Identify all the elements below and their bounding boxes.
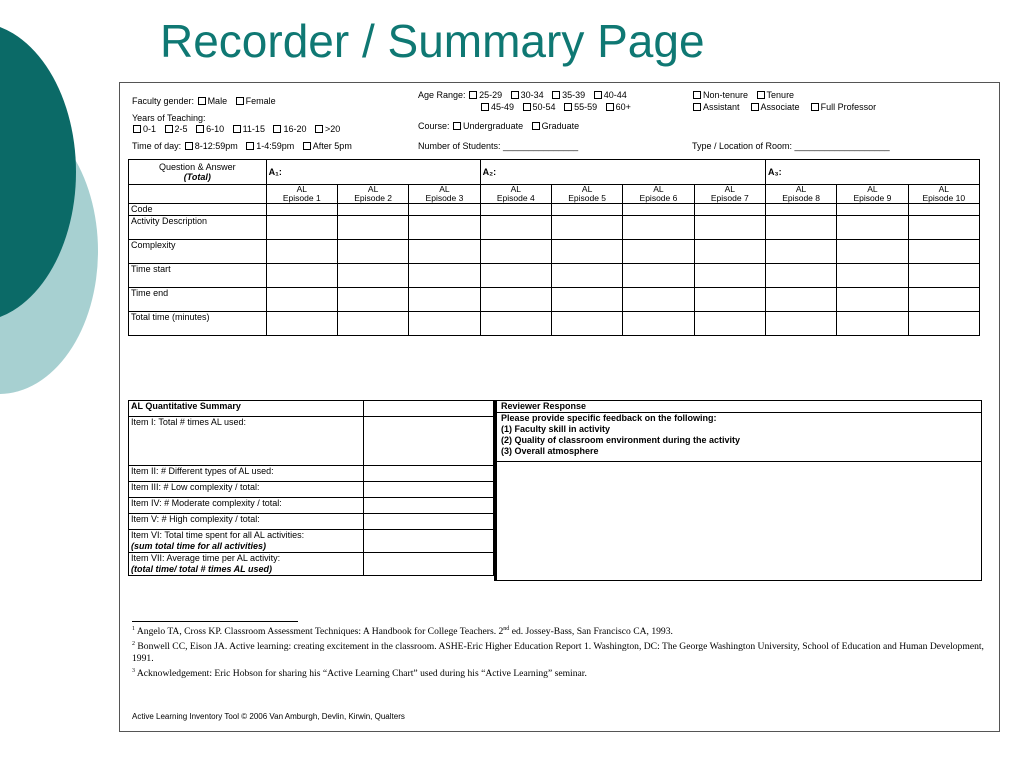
entry-cell[interactable] (623, 264, 694, 288)
option-label: Non-tenure (703, 90, 749, 100)
checkbox-icon[interactable] (246, 142, 254, 150)
checkbox-icon[interactable] (532, 122, 540, 130)
entry-cell[interactable] (623, 240, 694, 264)
footnote-text: Acknowledgement: Eric Hobson for sharing his “Active Learning Chart” used during his “Active Learning” seminar. (135, 668, 587, 680)
entry-cell[interactable] (266, 312, 337, 336)
entry-cell[interactable] (480, 264, 551, 288)
footnote-3 (132, 665, 992, 680)
reviewer-response-header: Reviewer Response (496, 401, 982, 413)
checkbox-icon[interactable] (757, 91, 765, 99)
course-field (418, 121, 579, 132)
reviewer-prompt (496, 413, 982, 462)
entry-cell[interactable] (908, 264, 979, 288)
checkbox-icon[interactable] (236, 97, 244, 105)
reviewer-response-area[interactable] (496, 462, 982, 581)
option-label: 25-29 (479, 90, 503, 100)
footnote-text: Angelo TA, Cross KP. Classroom Assessment Techniques: A Handbook for College Teachers. 2 (135, 626, 504, 638)
episode-al: AL (296, 184, 307, 194)
entry-cell[interactable] (364, 553, 494, 576)
entry-cell[interactable] (908, 312, 979, 336)
entry-cell[interactable] (364, 498, 494, 514)
table-row (129, 530, 494, 553)
option-label: 55-59 (574, 102, 598, 112)
reviewer-response-table (494, 400, 982, 581)
checkbox-icon[interactable] (469, 91, 477, 99)
checkbox-icon[interactable] (165, 125, 173, 133)
slide-title: Recorder / Summary Page (160, 15, 705, 67)
entry-cell[interactable] (765, 240, 836, 264)
tenure-row2 (692, 102, 876, 113)
episode-header-row (129, 185, 980, 204)
footnote-text: Bonwell CC, Eison JA. Active learning: creating excitement in the classroom. ASHE-Eric Higher Education Report 1. Washington, DC: The George Washington University, School of Education and Human Development, 1991. (132, 641, 984, 665)
episode-num: Episode 4 (496, 193, 535, 203)
episode-num: Episode 2 (354, 193, 393, 203)
checkbox-icon[interactable] (606, 103, 614, 111)
entry-cell[interactable] (266, 288, 337, 312)
option-label: 0-1 (143, 124, 157, 134)
entry-cell[interactable] (623, 216, 694, 240)
entry-cell[interactable] (266, 264, 337, 288)
entry-cell[interactable] (623, 312, 694, 336)
item-7-label: Item VII: Average time per AL activity: (131, 553, 281, 563)
item-5-label: Item V: # High complexity / total: (129, 514, 364, 530)
entry-cell[interactable] (623, 288, 694, 312)
entry-cell[interactable] (480, 216, 551, 240)
entry-cell[interactable] (551, 264, 622, 288)
episode-num: Episode 10 (922, 193, 966, 203)
option-female: Female (245, 96, 276, 106)
episode-al: AL (581, 184, 593, 194)
entry-cell[interactable] (837, 204, 908, 216)
course-label: Course: (418, 121, 450, 131)
entry-cell[interactable] (337, 264, 408, 288)
episode-al: AL (724, 184, 735, 194)
entry-cell[interactable] (551, 240, 622, 264)
option-male: Male (207, 96, 228, 106)
episode-num: Episode 7 (710, 193, 749, 203)
footnote-text: ed. Jossey-Bass, San Francisco CA, 1993. (509, 626, 673, 638)
option-label: 16-20 (283, 124, 307, 134)
episode-al: AL (510, 184, 521, 194)
checkbox-icon[interactable] (303, 142, 311, 150)
group-a2-header: A₂: (480, 160, 765, 185)
footnote-1 (132, 623, 992, 638)
option-label: 35-39 (562, 90, 586, 100)
episode-al: AL (367, 184, 379, 194)
years-teaching-label: Years of Teaching: (132, 113, 206, 123)
qa-header-cell (129, 160, 267, 185)
item-7-note: (total time/ total # times AL used) (131, 564, 273, 574)
entry-cell[interactable] (551, 216, 622, 240)
checkbox-icon[interactable] (196, 125, 204, 133)
reviewer-point-3: (3) Overall atmosphere (501, 446, 599, 456)
table-row (129, 288, 980, 312)
entry-cell[interactable] (765, 204, 836, 216)
qa-total: (Total) (183, 172, 211, 182)
footnote-marker: 1 (132, 626, 135, 632)
table-row (129, 466, 494, 482)
item-6-label: Item VI: Total time spent for all AL activities: (131, 530, 305, 540)
reviewer-point-1: (1) Faculty skill in activity (501, 424, 611, 434)
entry-cell[interactable] (409, 312, 480, 336)
footnote-marker: 3 (132, 668, 135, 675)
entry-cell[interactable] (551, 288, 622, 312)
episode-header (765, 185, 836, 204)
table-row (496, 413, 982, 462)
footnote-marker: 2 (132, 641, 135, 648)
entry-cell[interactable] (551, 312, 622, 336)
entry-cell[interactable] (409, 264, 480, 288)
episode-num: Episode 8 (782, 193, 820, 203)
checkbox-icon[interactable] (811, 103, 819, 111)
option-label: 2-5 (174, 124, 188, 134)
option-label: 45-49 (491, 102, 515, 112)
entry-cell[interactable] (837, 288, 908, 312)
group-a3-header: A₃: (765, 160, 979, 185)
option-label: >20 (325, 124, 341, 134)
form-document (119, 82, 1000, 732)
option-label: Full Professor (820, 102, 877, 112)
checkbox-icon[interactable] (233, 125, 241, 133)
entry-cell[interactable] (337, 312, 408, 336)
episode-header (694, 185, 765, 204)
empty-cell (364, 401, 494, 417)
episode-al: AL (795, 184, 807, 194)
table-row (129, 482, 494, 498)
time-of-day-field (132, 141, 352, 152)
episode-header (908, 185, 979, 204)
episode-al: AL (653, 184, 664, 194)
footnotes (132, 623, 992, 681)
table-row (129, 401, 494, 417)
recording-table (128, 159, 980, 336)
row-label-complexity: Complexity (129, 240, 267, 264)
years-teaching-options (132, 124, 340, 135)
row-label-time-start: Time start (129, 264, 267, 288)
table-row (496, 462, 982, 581)
table-row (129, 312, 980, 336)
entry-cell[interactable] (694, 204, 765, 216)
entry-cell[interactable] (364, 482, 494, 498)
episode-al: AL (439, 184, 450, 194)
row-label-activity: Activity Description (129, 216, 267, 240)
checkbox-icon[interactable] (133, 125, 141, 133)
entry-cell[interactable] (266, 240, 337, 264)
option-label: Undergraduate (463, 121, 524, 131)
option-label: 6-10 (206, 124, 225, 134)
episode-header (623, 185, 694, 204)
entry-cell[interactable] (480, 240, 551, 264)
checkbox-icon[interactable] (315, 125, 323, 133)
option-label: 8-12:59pm (194, 141, 238, 151)
footnote-2 (132, 638, 992, 665)
checkbox-icon[interactable] (751, 103, 759, 111)
table-row (129, 240, 980, 264)
quantitative-summary-table (128, 400, 494, 576)
row-label-total-time: Total time (minutes) (129, 312, 267, 336)
entry-cell[interactable] (364, 530, 494, 553)
episode-header (409, 185, 480, 204)
reviewer-point-2: (2) Quality of classroom environment during the activity (501, 435, 741, 445)
entry-cell[interactable] (337, 240, 408, 264)
entry-cell[interactable] (623, 204, 694, 216)
episode-num: Episode 9 (853, 193, 892, 203)
option-label: 30-34 (520, 90, 544, 100)
group-a1-header: A₁: (266, 160, 480, 185)
option-label: 1-4:59pm (256, 141, 295, 151)
entry-cell[interactable] (551, 204, 622, 216)
entry-cell[interactable] (266, 204, 337, 216)
option-label: 50-54 (532, 102, 556, 112)
entry-cell[interactable] (765, 216, 836, 240)
table-row (496, 401, 982, 413)
num-students-field[interactable]: Number of Students: _______________ (418, 141, 579, 151)
entry-cell[interactable] (765, 288, 836, 312)
checkbox-icon[interactable] (453, 122, 461, 130)
entry-cell[interactable] (480, 204, 551, 216)
episode-num: Episode 3 (425, 193, 464, 203)
entry-cell[interactable] (337, 216, 408, 240)
entry-cell[interactable] (694, 240, 765, 264)
footnote-divider (132, 621, 298, 622)
entry-cell[interactable] (837, 312, 908, 336)
empty-cell (129, 185, 267, 204)
entry-cell[interactable] (694, 312, 765, 336)
entry-cell[interactable] (908, 204, 979, 216)
age-range-label: Age Range: (418, 90, 466, 100)
option-label: Tenure (766, 90, 795, 100)
checkbox-icon[interactable] (198, 97, 206, 105)
checkbox-icon[interactable] (481, 103, 489, 111)
entry-cell[interactable] (480, 312, 551, 336)
checkbox-icon[interactable] (511, 91, 519, 99)
entry-cell[interactable] (694, 288, 765, 312)
item-7-cell (129, 553, 364, 576)
entry-cell[interactable] (837, 240, 908, 264)
footnote-superscript: nd (503, 626, 510, 632)
episode-al: AL (867, 184, 878, 194)
checkbox-icon[interactable] (693, 91, 701, 99)
entry-cell[interactable] (908, 216, 979, 240)
option-label: Graduate (541, 121, 580, 131)
entry-cell[interactable] (837, 264, 908, 288)
option-label: After 5pm (312, 141, 352, 151)
tenure-row1 (692, 90, 794, 101)
option-label: 40-44 (603, 90, 627, 100)
quant-summary-header: AL Quantitative Summary (129, 401, 364, 417)
qa-header: Question & Answer (159, 162, 236, 172)
item-3-label: Item III: # Low complexity / total: (129, 482, 364, 498)
entry-cell[interactable] (266, 216, 337, 240)
episode-header (337, 185, 408, 204)
option-label: Assistant (703, 102, 740, 112)
option-label: Associate (760, 102, 800, 112)
row-label-code: Code (129, 204, 267, 216)
entry-cell[interactable] (908, 240, 979, 264)
item-2-label: Item II: # Different types of AL used: (129, 466, 364, 482)
checkbox-icon[interactable] (693, 103, 701, 111)
table-header-row (129, 160, 980, 185)
episode-num: Episode 5 (568, 193, 607, 203)
reviewer-intro: Please provide specific feedback on the following: (501, 413, 717, 423)
episode-al: AL (938, 184, 949, 194)
episode-header (480, 185, 551, 204)
entry-cell[interactable] (409, 288, 480, 312)
table-row (129, 264, 980, 288)
entry-cell[interactable] (694, 264, 765, 288)
episode-header (837, 185, 908, 204)
episode-num: Episode 6 (639, 193, 678, 203)
option-label: 60+ (615, 102, 631, 112)
item-6-note: (sum total time for all activities) (131, 541, 267, 551)
table-row (129, 514, 494, 530)
entry-cell[interactable] (908, 288, 979, 312)
table-row (129, 417, 494, 466)
option-label: 11-15 (242, 124, 265, 134)
entry-cell[interactable] (337, 204, 408, 216)
table-row (129, 204, 980, 216)
entry-cell[interactable] (409, 216, 480, 240)
row-label-time-end: Time end (129, 288, 267, 312)
room-field[interactable]: Type / Location of Room: ___________________ (692, 141, 890, 151)
item-4-label: Item IV: # Moderate complexity / total: (129, 498, 364, 514)
checkbox-icon[interactable] (594, 91, 602, 99)
table-row (129, 216, 980, 240)
entry-cell[interactable] (337, 288, 408, 312)
table-row (129, 498, 494, 514)
entry-cell[interactable] (409, 240, 480, 264)
faculty-gender-label: Faculty gender: (132, 96, 195, 106)
item-1-label: Item I: Total # times AL used: (129, 417, 364, 466)
table-row (129, 553, 494, 576)
entry-cell[interactable] (765, 312, 836, 336)
item-6-cell (129, 530, 364, 553)
entry-cell[interactable] (409, 204, 480, 216)
entry-cell[interactable] (480, 288, 551, 312)
age-range-row2 (480, 102, 631, 113)
entry-cell[interactable] (694, 216, 765, 240)
checkbox-icon[interactable] (185, 142, 193, 150)
faculty-gender-field (132, 96, 276, 107)
checkbox-icon[interactable] (552, 91, 560, 99)
entry-cell[interactable] (364, 417, 494, 466)
episode-num: Episode 1 (282, 193, 321, 203)
entry-cell[interactable] (364, 466, 494, 482)
entry-cell[interactable] (765, 264, 836, 288)
episode-header (551, 185, 622, 204)
checkbox-icon[interactable] (523, 103, 531, 111)
time-of-day-label: Time of day: (132, 141, 182, 151)
checkbox-icon[interactable] (564, 103, 572, 111)
checkbox-icon[interactable] (273, 125, 281, 133)
age-range-field (418, 90, 627, 101)
entry-cell[interactable] (837, 216, 908, 240)
entry-cell[interactable] (364, 514, 494, 530)
episode-header (266, 185, 337, 204)
copyright-line: Active Learning Inventory Tool © 2006 Van Amburgh, Devlin, Kirwin, Qualters (132, 712, 405, 721)
